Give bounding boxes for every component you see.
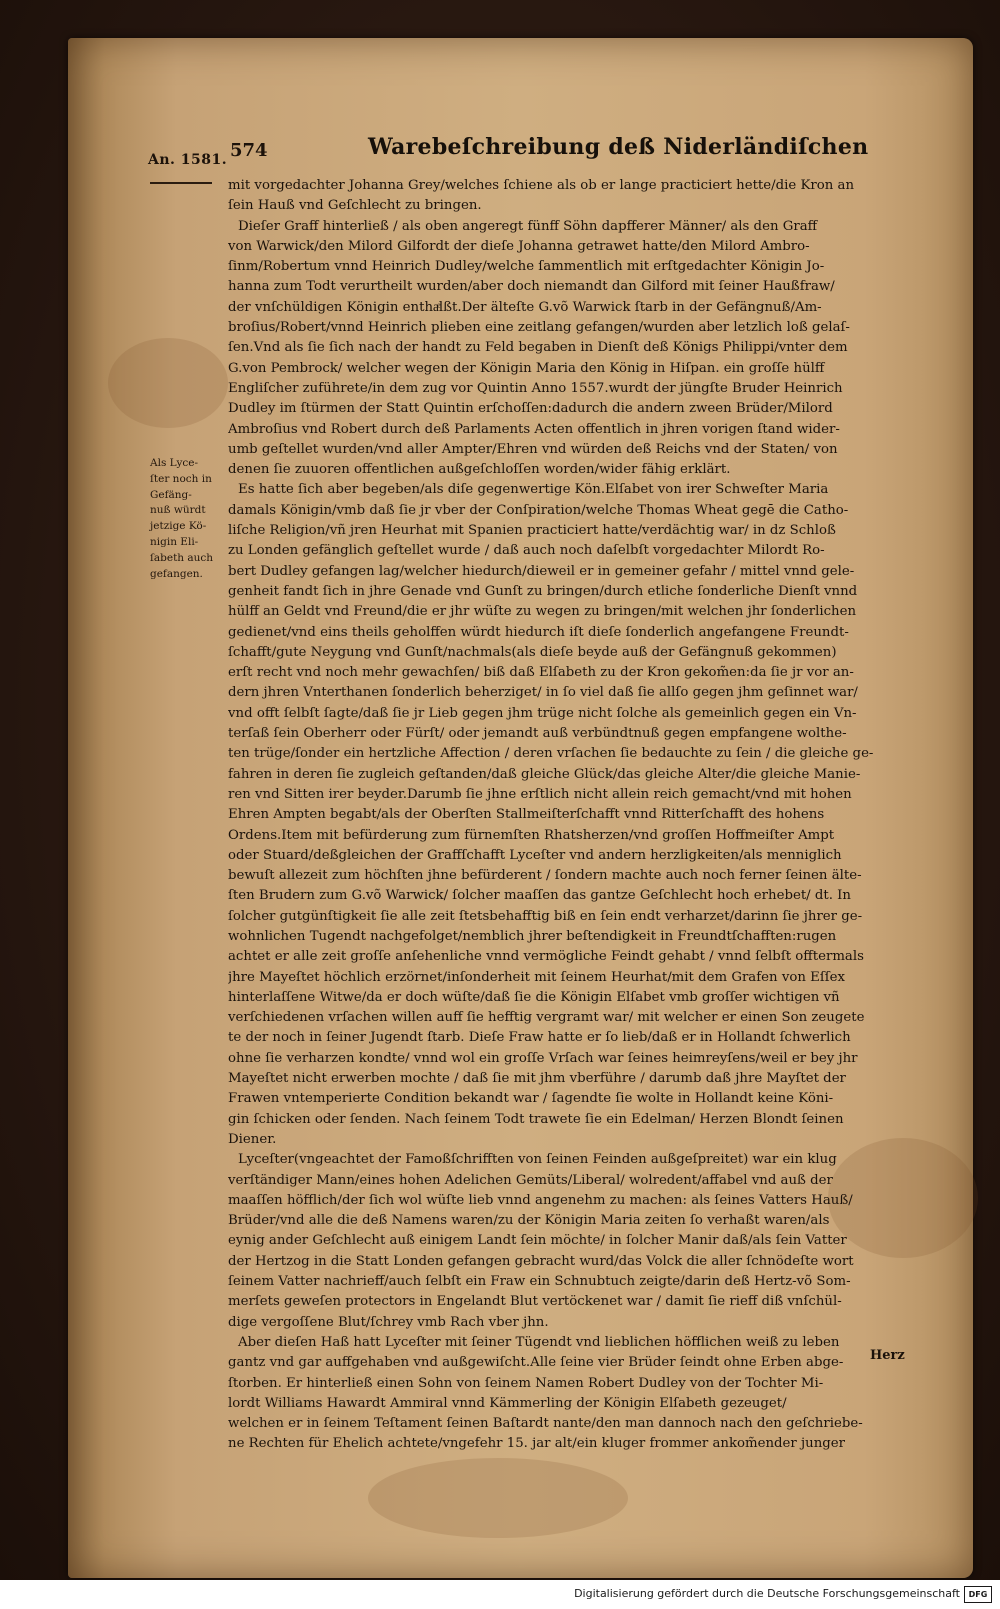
text-line: ſinm/Robertum vnnd Heinrich Dudley/welche ſammentlich mit erſtgedachter Königin Jo-	[228, 259, 825, 275]
text-line: ſen.Vnd als ſie ſich nach der handt zu Feld begaben in Dienſt deß Königs Philippi/vnter dem	[228, 340, 848, 356]
text-line: Ehren Ampten begabt/als der Oberſten Stallmeiſterſchafft vnnd Ritterſchafft des hohens	[228, 807, 825, 823]
marginal-note-line: Gefäng-	[150, 488, 192, 501]
text-line: Aber dieſen Haß hatt Lyceſter mit ſeiner Tügendt vnd lieblichen höfflichen weiß zu leben	[238, 1334, 840, 1350]
text-line: welchen er in ſeinem Teſtament ſeinen Baſtardt nante/den man dannoch nach den geſchriebe-	[228, 1416, 863, 1432]
text-line: hanna zum Todt verurtheilt wurden/aber doch niemandt dan Gilford mit ſeiner Haußfraw/	[228, 279, 835, 295]
text-line: Lyceſter(vngeachtet der Famoßſchrifften von ſeinen Feinden außgeſpreitet) war ein klug	[238, 1152, 837, 1168]
text-line: Diener.	[228, 1131, 277, 1147]
year-marker: An. 1581.	[148, 152, 228, 168]
text-line: G.von Pembrock/ welcher wegen der Königin Maria den König in Hiſpan. ein groſſe hülff	[228, 360, 825, 376]
text-line: ſtorben. Er hinterließ einen Sohn von ſeinem Namen Robert Dudley von der Tochter Mi-	[228, 1375, 824, 1391]
text-line: von Warwick/den Milord Gilfordt der dieſe Johanna getrawet hatte/den Milord Ambro-	[228, 238, 810, 254]
funding-notice: Digitalisierung gefördert durch die Deutsche Forschungsgemeinschaft	[574, 1587, 960, 1600]
marginal-note-line: Als Lyce-	[150, 457, 199, 469]
text-line: hülff an Geldt vnd Freund/die er jhr wüſte zu wegen zu bringen/mit welchen jhr ſonderlichen	[228, 604, 857, 620]
text-line: der vnſchüldigen Königin enthaͤlßt.Der älteſte G.võ Warwick ſtarb in der Gefängnuß/Am-	[228, 299, 822, 315]
text-line: lordt Williams Hawardt Ammiral vnnd Kämmerling der Königin Elſabeth gezeuget/	[228, 1395, 787, 1411]
text-line: ten trüge/ſonder ein hertzliche Affection / deren vrſachen ſie bedauchte zu ſein / die gleiche ge-	[228, 746, 874, 762]
marginal-note-line: ſabeth auch	[150, 551, 214, 564]
text-line: verſchiedenen vrſachen willen auff ſie hefftig vergramt war/ mit welcher er einen Son zeugete	[228, 1010, 865, 1026]
text-line: te der noch in ſeiner Jugendt ſtarb. Dieſe Fraw hatte er ſo lieb/daß er in Hollandt ſchwerlich	[228, 1030, 851, 1046]
text-line: Engliſcher zuführete/in dem zug vor Quintin Anno 1557.wurdt der jüngſte Bruder Heinrich	[228, 380, 843, 396]
text-line: ne Rechten für Ehelich achtete/vngefehr 15. jar alt/ein kluger frommer ankom̃ender junger	[228, 1436, 846, 1452]
text-line: dern jhren Vnterthanen ſonderlich beherziget/ in ſo viel daß ſie allſo gegen jhm geſinnet war/	[228, 685, 858, 701]
text-line: merſets geweſen protectors in Engelandt Blut vertöckenet war / damit ſie rieff diß vnſchül-	[228, 1294, 842, 1310]
text-line: ſein Hauß vnd Geſchlecht zu bringen.	[228, 198, 482, 214]
text-line: broſius/Robert/vnnd Heinrich plieben eine zeitlang gefangen/wurden aber letzlich loß gelaſ-	[228, 320, 850, 336]
text-line: ohne ſie verharzen kondte/ vnnd wol ein groſſe Vrſach war ſeines heimreyſens/weil er bey jhr	[228, 1050, 858, 1066]
text-line: gantz vnd gar auffgehaben vnd außgewiſcht.Alle ſeine vier Brüder ſeindt ohne Erben abge-	[228, 1355, 844, 1371]
dfg-logo: DFG	[964, 1586, 992, 1603]
text-line: dige vergoſſene Blut/ſchrey vmb Rach vber jhn.	[228, 1314, 549, 1330]
text-line: ſchafft/gute Neygung vnd Gunſt/nachmals(als dieſe beyde auß der Gefängnuß gekommen)	[228, 644, 837, 660]
text-line: Frawen vntemperierte Condition bekandt war / ſagendte ſie wolte in Hollandt keine Köni-	[228, 1091, 834, 1107]
text-line: wohnlichen Tugendt nachgefolget/nemblich jhrer beſtendigkeit in Freundtſchafften:rugen	[228, 928, 837, 944]
text-line: oder Stuard/deßgleichen der Graffſchafft Lyceſter vnd andern herzligkeiten/als menniglich	[228, 847, 842, 863]
text-line: bert Dudley gefangen lag/welcher hiedurch/dieweil er in gemeiner gefahr / mittel vnnd gele-	[228, 563, 855, 579]
text-line: umb geſtellet wurden/vnd aller Ampter/Ehren vnd würden deß Reichs vnd der Staten/ von	[228, 441, 838, 457]
body-text	[228, 176, 918, 1455]
text-line: fahren in deren ſie zugleich geſtanden/daß gleiche Glück/das gleiche Alter/die gleiche Manie-	[228, 766, 861, 782]
header-rule	[150, 182, 212, 184]
text-line: jhre Mayeſtet höchlich erzörnet/inſonderheit mit ſeinem Heurhat/mit dem Grafen von Eſſex	[228, 969, 846, 985]
marginal-note-line: nuß würdt	[150, 504, 206, 517]
text-line: damals Königin/vmb daß ſie jr vber der Conſpiration/welche Thomas Wheat gegē die Catho-	[228, 502, 849, 518]
text-line: gedienet/vnd eins theils geholffen würdt hiedurch iſt dieſe ſonderlich angefangene Freundt-	[228, 624, 849, 640]
page-number: 574	[230, 140, 268, 161]
text-line: gin ſchicken oder ſenden. Nach ſeinem Todt trawete ſie ein Edelman/ Herzen Blondt ſeinen	[228, 1111, 844, 1127]
marginal-note-line: ſter noch in	[150, 472, 212, 485]
text-line: der Hertzog in die Statt Londen gefangen gebracht wurd/das Volck die aller ſchnödeſte wort	[228, 1253, 854, 1269]
page-header	[148, 132, 908, 168]
text-line: Es hatte ſich aber begeben/als diſe gegenwertige Kön.Elſabet von irer Schweſter Maria	[238, 482, 829, 498]
text-line: bewuſt allezeit zum höchſten jhne befürderent / ſondern machte auch noch ferner ſeinen älte-	[228, 868, 862, 884]
text-line: Brüder/vnd alle die deß Namens waren/zu der Königin Maria zeiten ſo verhaßt waren/als	[228, 1213, 830, 1229]
marginal-note-line: nigin Eli-	[150, 535, 199, 548]
text-line: maaſſen höfflich/der ſich wol wüſte lieb vnnd angenehm zu machen: als ſeines Vatters Hauß/	[228, 1192, 853, 1208]
marginal-note	[150, 456, 222, 582]
text-line: mit vorgedachter Johanna Grey/welches ſchiene als ob er lange practiciert hette/die Kron an	[228, 178, 855, 193]
footer-bar	[0, 1580, 1000, 1609]
running-title: Warebeſchreibung deß Niderländiſchen	[368, 134, 869, 160]
text-line: erſt recht vnd noch mehr gewachſen/ biß daß Elſabeth zu der Kron gekom̃en:da ſie jr vor an-	[228, 665, 854, 681]
paper-stain	[368, 1458, 628, 1538]
text-line: genheit fandt ſich in jhre Genade vnd Gunſt zu bringen/durch etliche ſonderliche Dienſt vnnd	[228, 583, 858, 599]
text-line: ſeinem Vatter nachrieff/auch ſelbſt ein Fraw ein Schnubtuch zeigte/darin deß Hertz-võ Som-	[228, 1274, 851, 1290]
text-line: hinterlaſſene Witwe/da er doch wüſte/daß ſie die Königin Elſabet vmb groſſer wichtigen vñ	[228, 989, 840, 1005]
text-line: ſolcher gutgünſtigkeit ſie alle zeit ſtetsbehafftig biß en ſein endt verharzet/darinn ſie jhrer ge-	[228, 908, 863, 924]
text-line: ſten Brudern zum G.võ Warwick/ ſolcher maaſſen das gantze Geſchlecht hoch erhebet/ dt. In	[228, 888, 851, 904]
text-line: vnd offt ſelbſt ſagte/daß ſie jr Lieb gegen jhm trüge nicht ſolche als gemeinlich gegen ein Vn-	[228, 705, 857, 721]
catchword: Herz	[870, 1348, 905, 1363]
text-line: Ordens.Item mit befürderung zum fürnemſten Rhatsherzen/vnd groſſen Hoffmeiſter Ampt	[228, 827, 835, 843]
text-line: Dieſer Graff hinterließ / als oben angeregt fünff Söhn dapfferer Männer/ als den Graff	[238, 218, 818, 234]
text-line: Mayeſtet nicht erwerben mochte / daß ſie mit jhm vberführe / darumb daß jhre Mayſtet der	[228, 1071, 846, 1087]
marginal-note-line: jetzige Kö-	[150, 520, 207, 533]
text-line: zu Londen gefänglich geſtellet wurde / daß auch noch daſelbſt vorgedachter Milordt Ro-	[228, 543, 825, 559]
text-line: ren vnd Sitten irer beyder.Darumb ſie jhne erſtlich nicht allein reich gemacht/vnd mit hohen	[228, 786, 852, 802]
text-line: achtet er alle zeit groſſe anſehenliche vnnd vermögliche Feindt gehabt / vnnd ſelbſt offtermals	[228, 949, 864, 965]
text-line: terſaß ſein Oberherr oder Fürſt/ oder jemandt auß verbündtnuß gegen empfangene wolthe-	[228, 726, 847, 742]
text-line: verſtändiger Mann/eines hohen Adelichen Gemüts/Liberal/ wolredent/affabel vnd auß der	[228, 1172, 833, 1188]
text-line: denen ſie zuuoren offentlichen außgeſchloſſen worden/wider fähig erklärt.	[228, 462, 731, 478]
text-line: Ambroſius vnd Robert durch deß Parlaments Acten offentlich in jhren vorigen ſtand wider-	[228, 421, 840, 437]
text-line: eynig ander Geſchlecht auß einigem Landt ſein möchte/ in ſolcher Manir daß/als ſein Vatter	[228, 1233, 847, 1249]
marginal-note-line: gefangen.	[150, 567, 203, 580]
text-line: Dudley im ſtürmen der Statt Quintin erſchoſſen:dadurch die andern zween Brüder/Milord	[228, 401, 833, 417]
paper-stain	[108, 338, 228, 428]
text-line: liſche Religion/vñ jren Heurhat mit Spanien practiciert hatte/verdächtig war/ in dz Schloß	[228, 523, 836, 539]
